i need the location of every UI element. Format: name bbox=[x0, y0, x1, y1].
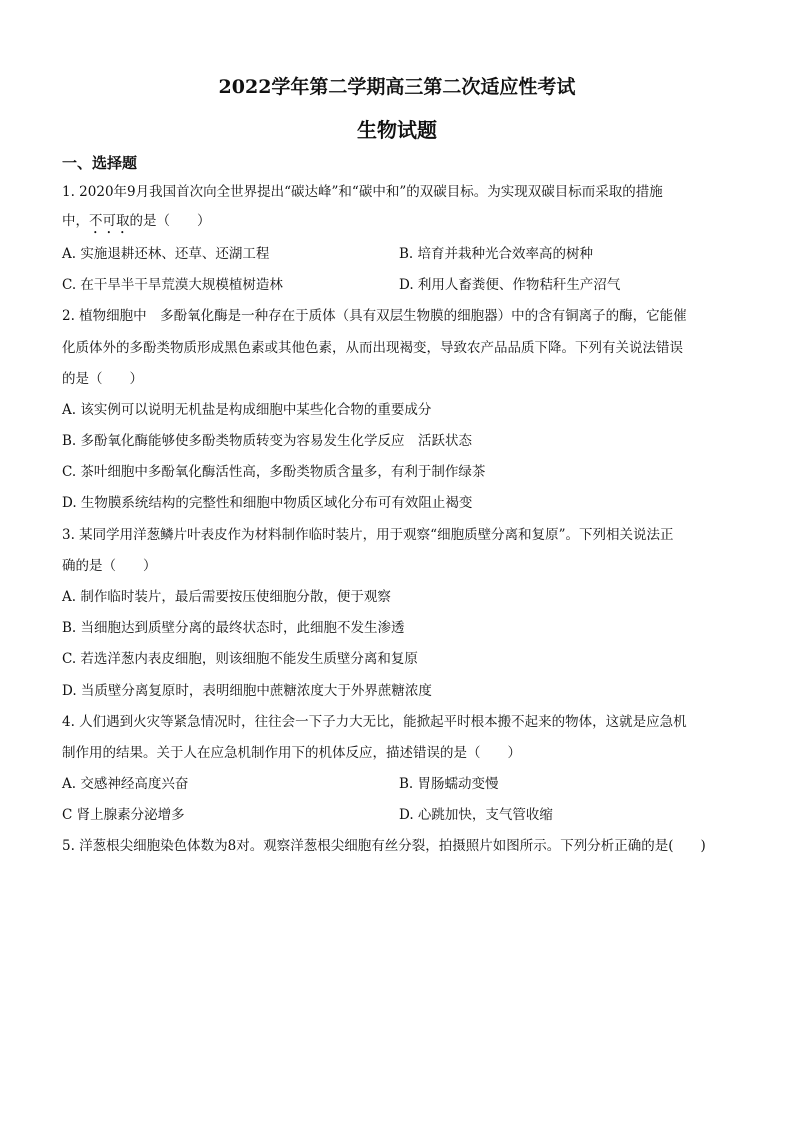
q1-emphasis: 不可取 bbox=[89, 213, 130, 229]
question-1-text: 1. 2020年9月我国首次向全世界提出“碳达峰”和“碳中和”的双碳目标。为实现双碳目标而采取的措施 bbox=[62, 184, 663, 200]
q2-option-a: A. 该实例可以说明无机盐是构成细胞中某些化合物的重要成分 bbox=[62, 402, 432, 418]
q3-option-b: B. 当细胞达到质壁分离的最终状态时，此细胞不发生渗透 bbox=[62, 620, 405, 636]
q1-suffix: 的是（ ） bbox=[129, 213, 211, 229]
question-2-text: 2. 植物细胞中 多酚氧化酶是一种存在于质体（具有双层生物膜的细胞器）中的含有铜离子的酶，它能催 bbox=[62, 308, 687, 324]
q2-option-b: B. 多酚氧化酶能够使多酚类物质转变为容易发生化学反应 活跃状态 bbox=[62, 433, 473, 449]
question-2-text-end: 的是（ ） bbox=[62, 371, 143, 387]
q1-option-a: A. 实施退耕还林、还草、还湖工程 bbox=[62, 246, 270, 262]
exam-title: 2022学年第二学期高三第二次适应性考试 bbox=[218, 76, 576, 98]
q3-option-a: A. 制作临时装片，最后需要按压使细胞分散，便于观察 bbox=[62, 589, 391, 605]
exam-subtitle: 生物试题 bbox=[357, 118, 437, 142]
q1-option-d: D. 利用人畜粪便、作物秸秆生产沼气 bbox=[399, 277, 621, 293]
question-4-text-cont: 制作用的结果。关于人在应急机制作用下的机体反应，描述错误的是（ ） bbox=[62, 745, 521, 761]
q4-option-a: A. 交感神经高度兴奋 bbox=[62, 776, 189, 792]
question-5-text: 5. 洋葱根尖细胞染色体数为8对。观察洋葱根尖细胞有丝分裂，拍摄照片如图所示。下列分析正确的是( ) bbox=[62, 838, 706, 854]
q3-option-d: D. 当质壁分离复原时，表明细胞中蔗糖浓度大于外界蔗糖浓度 bbox=[62, 683, 432, 699]
q4-option-c: C 肾上腺素分泌增多 bbox=[62, 807, 185, 823]
q1-option-b: B. 培育并栽种光合效率高的树种 bbox=[399, 246, 594, 262]
q4-option-d: D. 心跳加快，支气管收缩 bbox=[399, 807, 553, 823]
question-4-text: 4. 人们遇到火灾等紧急情况时，往往会一下子力大无比，能掀起平时根本搬不起来的物体，这就是应急机 bbox=[62, 714, 687, 730]
question-1-text-cont bbox=[62, 212, 211, 237]
section-heading: 一、选择题 bbox=[62, 154, 138, 172]
q1-option-c: C. 在干旱半干旱荒漠大规模植树造林 bbox=[62, 277, 283, 293]
question-2-text-cont: 化质体外的多酚类物质形成黑色素或其他色素，从而出现褐变，导致农产品品质下降。下列有关说法错误 bbox=[62, 340, 683, 356]
question-3-text: 3. 某同学用洋葱鳞片叶表皮作为材料制作临时装片，用于观察“细胞质壁分离和复原”。下列相关说法正 bbox=[62, 527, 674, 543]
q4-option-b: B. 胃肠蠕动变慢 bbox=[399, 776, 499, 792]
q2-option-d: D. 生物膜系统结构的完整性和细胞中物质区域化分布可有效阻止褐变 bbox=[62, 495, 473, 511]
q1-prefix: 中， bbox=[62, 213, 89, 229]
q3-option-c: C. 若选洋葱内表皮细胞，则该细胞不能发生质壁分离和复原 bbox=[62, 651, 418, 667]
q2-option-c: C. 茶叶细胞中多酚氧化酶活性高，多酚类物质含量多，有利于制作绿茶 bbox=[62, 464, 486, 480]
question-3-text-cont: 确的是（ ） bbox=[62, 558, 157, 574]
